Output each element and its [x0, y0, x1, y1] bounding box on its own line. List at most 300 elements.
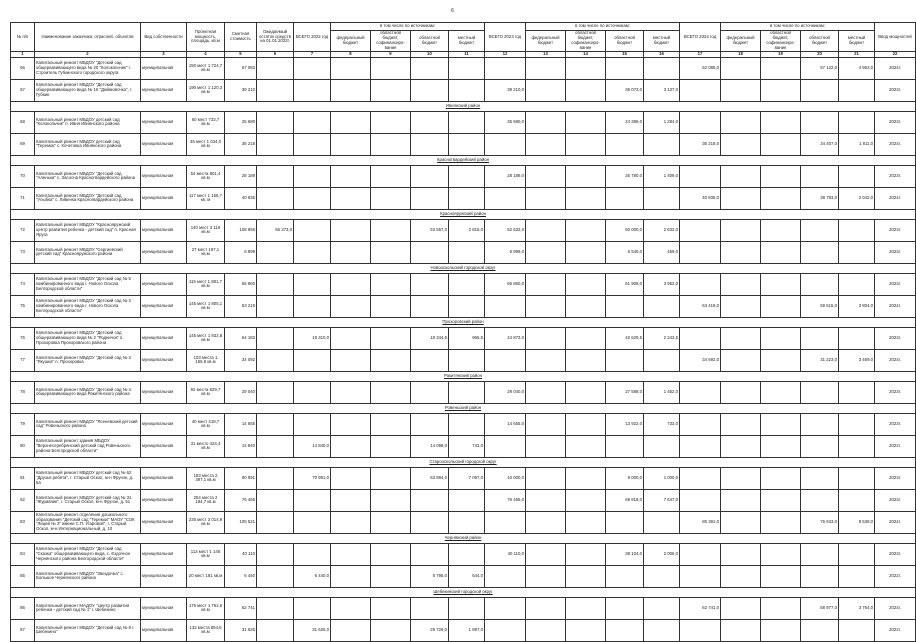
cell-inp: 2022г. — [875, 565, 916, 587]
cell-t23: 10 000,0 — [485, 467, 526, 489]
cell-t23 — [485, 511, 526, 533]
cell-f24 — [721, 543, 761, 565]
cell-c22 — [371, 57, 411, 79]
cell-t24 — [680, 241, 721, 263]
cell-t24 — [680, 565, 721, 587]
cell-m22 — [449, 295, 485, 317]
cell-c22 — [371, 241, 411, 263]
cell-c23 — [566, 165, 606, 187]
cell-o23 — [606, 133, 644, 155]
cell-name: Капитальный ремонт здания МБДОУ "Верхнесеребрянский детский сад Ровеньского района Белгородской области" — [35, 435, 141, 457]
header-sub: областной бюджет — [606, 31, 644, 52]
cell-t22 — [294, 597, 331, 619]
cell-f22 — [331, 165, 371, 187]
column-index-cell: 10 — [411, 52, 449, 58]
cell-inp: 2023г. — [875, 273, 916, 295]
cell-rest — [257, 413, 294, 435]
table-row — [11, 381, 916, 403]
header-cell: ВСЕГО 2023 год — [485, 23, 526, 52]
cell-t22: 14 840,0 — [294, 435, 331, 457]
cell-f23 — [526, 241, 566, 263]
cell-o24 — [801, 165, 839, 187]
cell-c22 — [371, 187, 411, 209]
cell-o24 — [801, 381, 839, 403]
cell-t23 — [485, 187, 526, 209]
cell-m22 — [449, 543, 485, 565]
cell-f22 — [331, 187, 371, 209]
cell-o22 — [411, 165, 449, 187]
cell-c22 — [371, 565, 411, 587]
district-row — [11, 457, 916, 467]
cell-o22 — [411, 511, 449, 533]
cell-o24 — [801, 435, 839, 457]
cell-t22 — [294, 489, 331, 511]
cell-f22 — [331, 273, 371, 295]
cell-own: муниципальная — [141, 565, 187, 587]
cell-f24 — [721, 511, 761, 533]
cell-c22 — [371, 597, 411, 619]
cell-name: Капитальный ремонт МБДОУ "Детский сад № 4 общеразвивающего вида Ракитянского района — [35, 381, 141, 403]
cell-cost: 6 899 — [225, 241, 257, 263]
cell-n: 73 — [11, 241, 35, 263]
table-row — [11, 597, 916, 619]
cell-o22 — [411, 79, 449, 101]
cell-c23 — [566, 543, 606, 565]
cell-c24 — [761, 467, 801, 489]
cell-t22 — [294, 219, 331, 241]
cell-name: Капитальный ремонт МБДОУ "Ясеневский детский сад" Ровеньского района — [35, 413, 141, 435]
cell-c22 — [371, 619, 411, 641]
budget-table — [10, 22, 916, 642]
header-cell: Наименование заказчика, отраслей, объектов — [35, 23, 141, 52]
cell-f24 — [721, 79, 761, 101]
cell-m22 — [449, 111, 485, 133]
cell-rest — [257, 165, 294, 187]
cell-m22 — [449, 187, 485, 209]
cell-rest: 56 373,0 — [257, 219, 294, 241]
cell-c24 — [761, 57, 801, 79]
header-cell: ВСЕГО 2022 год — [294, 23, 331, 52]
cell-m23: 2 243,5 — [644, 327, 680, 349]
cell-c22 — [371, 543, 411, 565]
column-index-cell: 18 — [721, 52, 761, 58]
cell-m23 — [644, 435, 680, 457]
cell-t22 — [294, 413, 331, 435]
cell-m24 — [839, 565, 875, 587]
cell-inp: 2022г. — [875, 619, 916, 641]
cell-o24: 34 407,0 — [801, 133, 839, 155]
cell-o23 — [606, 349, 644, 371]
cell-o23 — [606, 295, 644, 317]
cell-f22 — [331, 597, 371, 619]
cell-n: 80 — [11, 435, 35, 457]
cell-n: 69 — [11, 133, 35, 155]
cell-f22 — [331, 467, 371, 489]
cell-own: муниципальная — [141, 619, 187, 641]
cell-name: Капитальный ремонт МБДОУ детский сад № 31 "Журавлик", г. Старый Оскол, м-н Фрунзе, д. 51 — [35, 489, 141, 511]
cell-c22 — [371, 79, 411, 101]
cell-own: муниципальная — [141, 381, 187, 403]
cell-own: муниципальная — [141, 349, 187, 371]
cell-t23 — [485, 133, 526, 155]
cell-c24 — [761, 381, 801, 403]
cell-o24 — [801, 241, 839, 263]
cell-rest — [257, 295, 294, 317]
cell-c23 — [566, 511, 606, 533]
cell-own: муниципальная — [141, 241, 187, 263]
cell-o23: 68 818,0 — [606, 489, 644, 511]
cell-cap: 132 места 894,5 кв.м — [187, 619, 225, 641]
cell-f24 — [721, 111, 761, 133]
cell-f23 — [526, 327, 566, 349]
cell-o22 — [411, 111, 449, 133]
cell-o22: 53 557,0 — [411, 219, 449, 241]
cell-c24 — [761, 543, 801, 565]
column-index-cell: 6 — [257, 52, 294, 58]
cell-o24 — [801, 413, 839, 435]
district-row — [11, 101, 916, 111]
cell-f22 — [331, 295, 371, 317]
header-cell: Проектная мощность, площадь, кв.м — [187, 23, 225, 52]
cell-cost: 64 183 — [225, 327, 257, 349]
cell-m23 — [644, 565, 680, 587]
cell-o24: 57 122,0 — [801, 57, 839, 79]
cell-cost: 40 110 — [225, 543, 257, 565]
header-sub: местный бюджет — [839, 31, 875, 52]
cell-f24 — [721, 489, 761, 511]
cell-f23 — [526, 295, 566, 317]
cell-f22 — [331, 511, 371, 533]
column-index-cell: 21 — [839, 52, 875, 58]
cell-name: Капитальный ремонт МБДОУ "Детский сад "Улыбка" с. Ливенка Красногвардейского района — [35, 187, 141, 209]
cell-t24 — [680, 489, 721, 511]
cell-c22 — [371, 295, 411, 317]
district-row — [11, 155, 916, 165]
cell-m24 — [839, 111, 875, 133]
cell-c24 — [761, 565, 801, 587]
cell-f24 — [721, 381, 761, 403]
cell-n: 84 — [11, 543, 35, 565]
district-label: Ивнянский район — [11, 101, 916, 111]
cell-name: Капитальный ремонт МБДОУ детский сад "Теремок" с. Кочетовка Ивнянского района — [35, 133, 141, 155]
cell-f23 — [526, 273, 566, 295]
cell-o22 — [411, 273, 449, 295]
cell-inp: 2023г. — [875, 467, 916, 489]
cell-cap: 190 мест 1 120,3 кв.м — [187, 79, 225, 101]
header-sub: областной бюджет — [411, 31, 449, 52]
cell-cap: 235 мест 3 014,9 кв.м — [187, 511, 225, 533]
cell-m24 — [839, 273, 875, 295]
cell-inp: 2023г. — [875, 219, 916, 241]
cell-cap: 115 мест 1 881,7 кв.м — [187, 273, 225, 295]
cell-rest — [257, 187, 294, 209]
cell-t22 — [294, 349, 331, 371]
column-index-cell: 22 — [875, 52, 916, 58]
cell-t24 — [680, 165, 721, 187]
cell-c22 — [371, 327, 411, 349]
cell-cap: 92 места 829,7 кв.м — [187, 381, 225, 403]
cell-c24 — [761, 111, 801, 133]
district-label: Ракитянский район — [11, 371, 916, 381]
cell-cap: 175 мест 1 762,6 кв.м — [187, 597, 225, 619]
cell-m22: 644,0 — [449, 565, 485, 587]
cell-f24 — [721, 413, 761, 435]
cell-t24: 85 391,0 — [680, 511, 721, 533]
header-sub: областной бюджет, софинансиро-вание — [761, 31, 801, 52]
cell-f24 — [721, 57, 761, 79]
cell-m24: 8 538,0 — [839, 511, 875, 533]
cell-m24 — [839, 79, 875, 101]
cell-n: 83 — [11, 511, 35, 533]
district-row — [11, 317, 916, 327]
column-index-cell: 3 — [141, 52, 187, 58]
table-row — [11, 619, 916, 641]
cell-t24 — [680, 413, 721, 435]
cell-o24 — [801, 111, 839, 133]
cell-cost: 6 440 — [225, 565, 257, 587]
cell-rest — [257, 57, 294, 79]
cell-c23 — [566, 435, 606, 457]
cell-f22 — [331, 565, 371, 587]
cell-c22 — [371, 381, 411, 403]
cell-cap: 117 мест 1 166,7 кв. м — [187, 187, 225, 209]
cell-rest — [257, 565, 294, 587]
cell-m23: 2 632,0 — [644, 219, 680, 241]
cell-cap: 140 мест 3 119 кв.м — [187, 219, 225, 241]
cell-n: 82 — [11, 489, 35, 511]
cell-m24 — [839, 489, 875, 511]
cell-m23 — [644, 57, 680, 79]
cell-o22 — [411, 543, 449, 565]
cell-c22 — [371, 111, 411, 133]
cell-o24 — [801, 619, 839, 641]
cell-m24: 2 042,0 — [839, 187, 875, 209]
cell-o23: 61 908,0 — [606, 273, 644, 295]
cell-cap: 145 мест 1 805,1 кв.м — [187, 295, 225, 317]
cell-cost: 67 083 — [225, 57, 257, 79]
cell-t22 — [294, 295, 331, 317]
cell-f24 — [721, 187, 761, 209]
cell-o24 — [801, 467, 839, 489]
cell-c24 — [761, 133, 801, 155]
cell-name: Капитальный ремонт МБДОУ "Детский сад "Сказка" общеразвивающего вида, с. Ездочное Чернянского района Белгородской области" — [35, 543, 141, 565]
cell-t22: 70 991,0 — [294, 467, 331, 489]
cell-o22: 5 796,0 — [411, 565, 449, 587]
cell-m23: 7 647,0 — [644, 489, 680, 511]
cell-m23: 733,0 — [644, 413, 680, 435]
cell-f23 — [526, 165, 566, 187]
cell-n: 79 — [11, 413, 35, 435]
cell-name: Капитальный ремонт МБДОУ "Детский сад общеразвивающего вида № 16 "Дюймовочка", г. Губкин — [35, 79, 141, 101]
cell-o23 — [606, 565, 644, 587]
cell-rest — [257, 381, 294, 403]
cell-own: муниципальная — [141, 543, 187, 565]
cell-t22 — [294, 273, 331, 295]
cell-m22 — [449, 273, 485, 295]
cell-cost: 14 655 — [225, 413, 257, 435]
cell-o23 — [606, 187, 644, 209]
cell-o22: 18 344,5 — [411, 327, 449, 349]
cell-t24 — [680, 435, 721, 457]
cell-f23 — [526, 413, 566, 435]
cell-o23: 50 000,0 — [606, 219, 644, 241]
cell-m22 — [449, 349, 485, 371]
cell-m24: 3 469,0 — [839, 349, 875, 371]
cell-inp: 2024г. — [875, 295, 916, 317]
cell-c24 — [761, 597, 801, 619]
cell-t24 — [680, 619, 721, 641]
cell-name: Капитальный ремонт МБДОУ "Детский сад "Аленька" с. Засосна Красногвардейского района — [35, 165, 141, 187]
cell-c23 — [566, 565, 606, 587]
cell-n: 87 — [11, 619, 35, 641]
cell-o22 — [411, 381, 449, 403]
cell-m24: 4 963,0 — [839, 57, 875, 79]
cell-own: муниципальная — [141, 219, 187, 241]
table-row — [11, 565, 916, 587]
cell-m22 — [449, 79, 485, 101]
cell-c23 — [566, 219, 606, 241]
cell-t22 — [294, 543, 331, 565]
district-label: Новооскольский городской округ — [11, 263, 916, 273]
cell-m23 — [644, 619, 680, 641]
cell-own: муниципальная — [141, 327, 187, 349]
table-row — [11, 111, 916, 133]
table-row — [11, 165, 916, 187]
cell-t23: 6 999,0 — [485, 241, 526, 263]
cell-cost: 28 189 — [225, 165, 257, 187]
cell-f24 — [721, 241, 761, 263]
cell-t23: 39 210,0 — [485, 79, 526, 101]
table-row — [11, 133, 916, 155]
cell-f24 — [721, 219, 761, 241]
cell-t24 — [680, 327, 721, 349]
cell-c23 — [566, 133, 606, 155]
cell-f23 — [526, 57, 566, 79]
cell-name: Капитальный ремонт МБДОУ "Детский сад № 3 комбинированного вида г. Нового Оскола Белгородской области" — [35, 295, 141, 317]
cell-c23 — [566, 295, 606, 317]
cell-o24 — [801, 489, 839, 511]
cell-f23 — [526, 489, 566, 511]
header-sub: областной бюджет — [801, 31, 839, 52]
cell-o24: 38 793,0 — [801, 187, 839, 209]
district-label: Прохоровский район — [11, 317, 916, 327]
cell-f23 — [526, 435, 566, 457]
cell-o23 — [606, 619, 644, 641]
cell-t24 — [680, 219, 721, 241]
cell-inp: 2023г. — [875, 489, 916, 511]
table-row — [11, 467, 916, 489]
header-cell: Сметная стоимость — [225, 23, 257, 52]
cell-t24: 62 085,0 — [680, 57, 721, 79]
cell-name: Капитальный ремонт МБДОУ "Сергиевский детский сад" Краснояружского района — [35, 241, 141, 263]
table-row — [11, 241, 916, 263]
cell-o24 — [801, 565, 839, 587]
column-index-cell: 2 — [35, 52, 141, 58]
header-cell: Ввод мощностей — [875, 23, 916, 52]
column-index-cell: 8 — [331, 52, 371, 58]
cell-c23 — [566, 327, 606, 349]
cell-o22 — [411, 349, 449, 371]
header-sub: областной бюджет, софинансиро-вание — [566, 31, 606, 52]
cell-f22 — [331, 489, 371, 511]
column-index-cell: 20 — [801, 52, 839, 58]
cell-cost: 25 680 — [225, 111, 257, 133]
cell-name: Капитальный ремонт МБДОУ "Детский сад общеразвивающего вида № 2 "Родничок" п. Прохоровка Прохоровского района — [35, 327, 141, 349]
cell-name: Капитальный ремонт МБДОУ "Детский сад общеразвивающего вида № 20 "Колокольчик" г. Строитель Губкинского городского округа — [35, 57, 141, 79]
column-index-cell: 17 — [680, 52, 721, 58]
cell-o23: 27 588,0 — [606, 381, 644, 403]
cell-c23 — [566, 619, 606, 641]
cell-m23: 1 409,0 — [644, 165, 680, 187]
cell-f23 — [526, 219, 566, 241]
column-index-cell: 9 — [371, 52, 411, 58]
district-label: Шебекинский городской округ — [11, 587, 916, 597]
cell-m23: 3 137,0 — [644, 79, 680, 101]
cell-cost: 14 840 — [225, 435, 257, 457]
cell-rest — [257, 489, 294, 511]
cell-c23 — [566, 349, 606, 371]
cell-inp: 2023г. — [875, 79, 916, 101]
cell-f24 — [721, 565, 761, 587]
cell-f24 — [721, 327, 761, 349]
cell-own: муниципальная — [141, 273, 187, 295]
cell-t22 — [294, 187, 331, 209]
cell-m22 — [449, 489, 485, 511]
district-row — [11, 263, 916, 273]
cell-o23 — [606, 511, 644, 533]
cell-m24 — [839, 241, 875, 263]
cell-cost: 62 741 — [225, 597, 257, 619]
table-row — [11, 219, 916, 241]
cell-t23 — [485, 349, 526, 371]
cell-o23: 24 396,0 — [606, 111, 644, 133]
cell-c24 — [761, 79, 801, 101]
cell-o24 — [801, 273, 839, 295]
cell-n: 77 — [11, 349, 35, 371]
cell-o23: 9 000,0 — [606, 467, 644, 489]
cell-o22 — [411, 413, 449, 435]
district-label: Чернянский район — [11, 533, 916, 543]
cell-c22 — [371, 133, 411, 155]
cell-c22 — [371, 511, 411, 533]
table-row — [11, 511, 916, 533]
cell-c22 — [371, 435, 411, 457]
district-label: Старооскольский городской округ — [11, 457, 916, 467]
cell-cost: 80 991 — [225, 467, 257, 489]
cell-c24 — [761, 511, 801, 533]
cell-c22 — [371, 165, 411, 187]
table-row — [11, 295, 916, 317]
cell-f23 — [526, 597, 566, 619]
cell-inp: 2023г. — [875, 381, 916, 403]
cell-o23 — [606, 57, 644, 79]
cell-c23 — [566, 111, 606, 133]
cell-t22: 31 626,0 — [294, 619, 331, 641]
cell-c24 — [761, 241, 801, 263]
cell-f22 — [331, 543, 371, 565]
cell-o24 — [801, 79, 839, 101]
cell-t24 — [680, 467, 721, 489]
cell-t23 — [485, 597, 526, 619]
cell-name: Капитальный ремонт МБДОУ "Краснояружский центр развития ребенка - детский сад" п. Красная Яруга — [35, 219, 141, 241]
cell-rest — [257, 241, 294, 263]
cell-m24 — [839, 543, 875, 565]
cell-n: 86 — [11, 597, 35, 619]
cell-inp: 2024г. — [875, 133, 916, 155]
cell-c23 — [566, 467, 606, 489]
cell-cost: 34 092 — [225, 349, 257, 371]
district-row — [11, 533, 916, 543]
